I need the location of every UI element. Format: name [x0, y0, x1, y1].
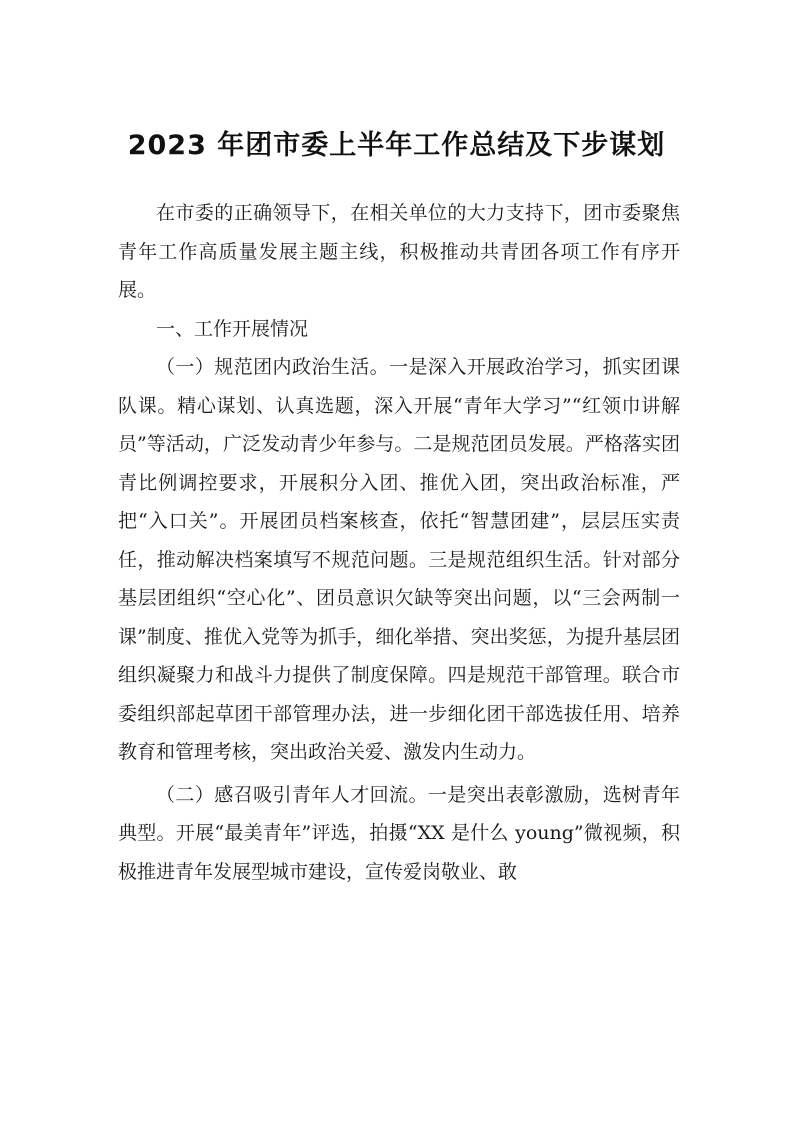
paragraph-political-life: （一）规范团内政治生活。一是深入开展政治学习，抓实团课队课。精心谋划、认真选题，深入开展“青年大学习”“红领巾讲解员”等活动，广泛发动青少年参与。二是规范团员发展。严格落实团青比例调控要求，开展积分入团、推优入团，突出政治标准，严把“入口关”。开展团员档案核查，依托“智慧团建”，层层压实责任，推动解决档案填写不规范问题。三是规范组织生活。针对部分基层团组织“空心化”、团员意识欠缺等突出问题，以“三会两制一课”制度、推优入党等为抓手，细化举措、突出奖惩，为提升基层团组织凝聚力和战斗力提供了制度保障。四是规范干部管理。联合市委组织部起草团干部管理办法，进一步细化团干部选拔任用、培养教育和管理考核，突出政治关爱、激发内生动力。	[118, 356, 680, 763]
document-body	[118, 194, 680, 891]
section-heading-work-progress: 一、工作开展情况	[156, 317, 309, 340]
paragraph-talent-return: （二）感召吸引青年人才回流。一是突出表彰激励，选树青年典型。开展“最美青年”评选，拍摄“XX 是什么 young”微视频，积极推进青年发展型城市建设，宣传爱岗敬业、敢	[118, 783, 680, 883]
document-title: 2023 年团市委上半年工作总结及下步谋划	[127, 130, 666, 161]
paragraph-intro: 在市委的正确领导下，在相关单位的大力支持下，团市委聚焦青年工作高质量发展主题主线，积极推动共青团各项工作有序开展。	[118, 202, 680, 301]
